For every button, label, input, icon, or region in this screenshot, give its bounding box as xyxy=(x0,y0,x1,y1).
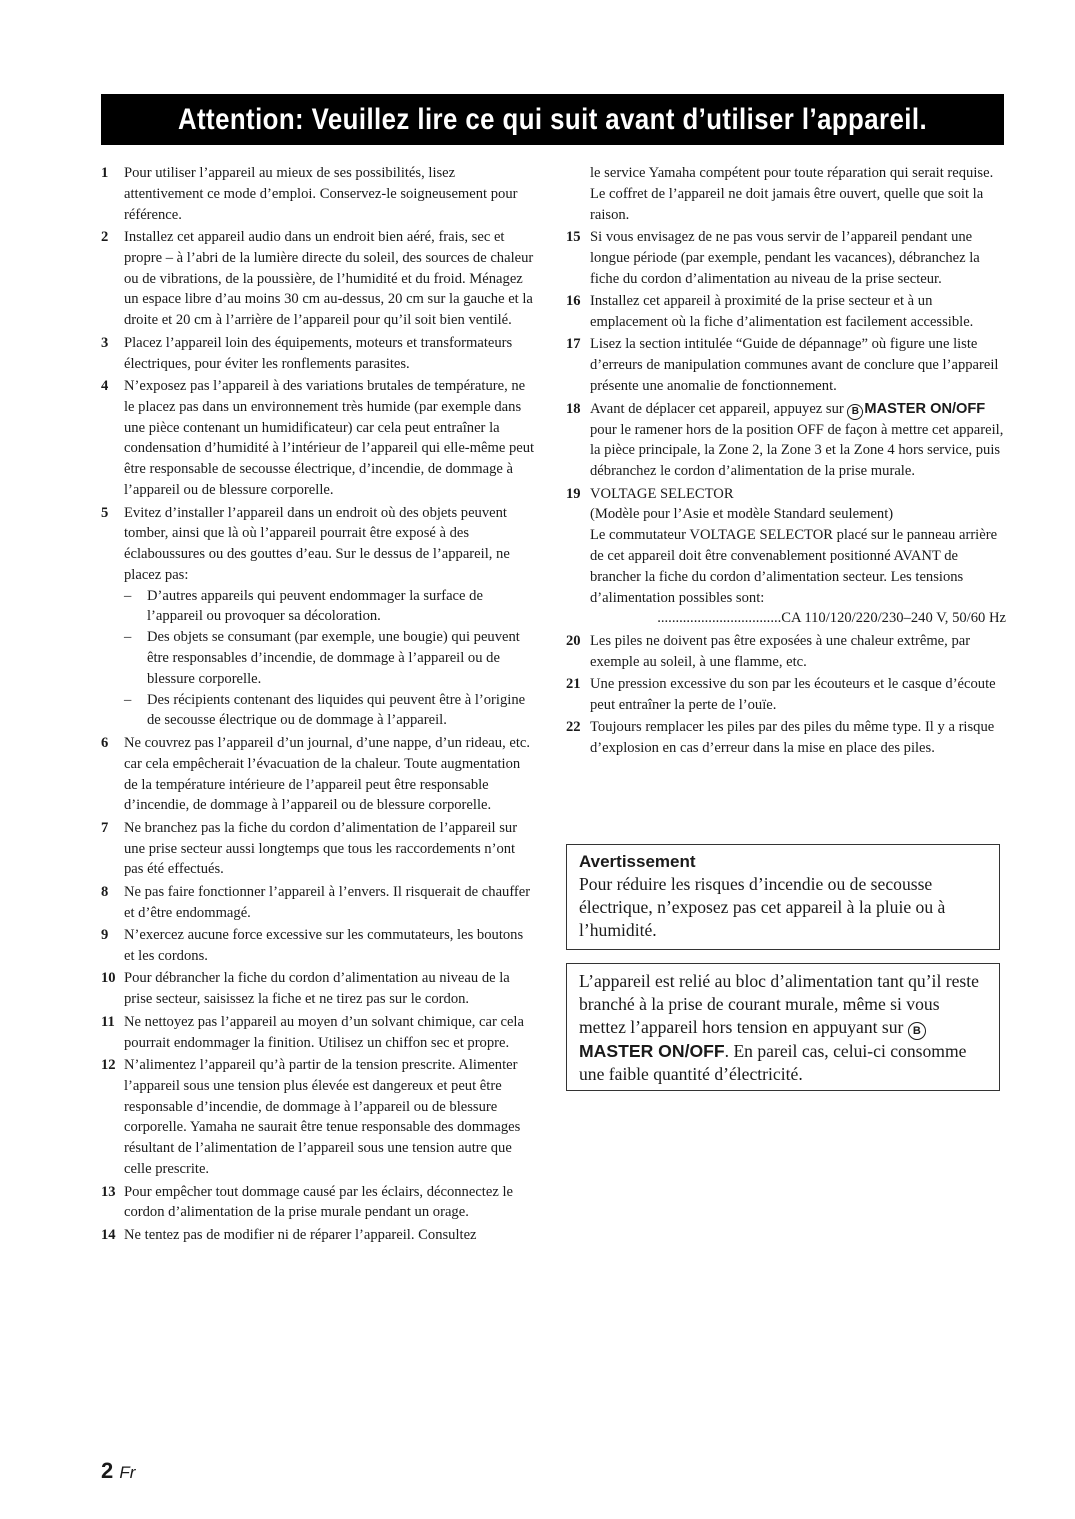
list-item xyxy=(101,1182,535,1224)
dash-list-item xyxy=(124,627,535,689)
dash-bullet: – xyxy=(124,691,132,708)
dash-list-item xyxy=(124,586,535,628)
item-number: 1 xyxy=(101,165,109,181)
list-item xyxy=(101,1055,535,1180)
power-note-box xyxy=(566,963,1000,1091)
dash-text: Des récipients contenant des liquides qui peuvent être à l’origine de secousse électrique ou de dommage à l’appareil. xyxy=(147,691,526,729)
item-number: 16 xyxy=(566,293,581,310)
list-item xyxy=(101,333,535,375)
list-item xyxy=(101,818,535,880)
item-number: 15 xyxy=(566,229,581,246)
right-column xyxy=(566,163,1006,761)
item-number: 3 xyxy=(101,334,109,351)
item-number: 19 xyxy=(566,485,581,502)
item-number: 13 xyxy=(101,1183,116,1200)
item-text: Pour empêcher tout dommage causé par les éclairs, déconnectez le cordon d’alimentation de la prise murale pendant un orage. xyxy=(124,1183,513,1221)
list-item xyxy=(101,227,535,331)
page-number: 2 xyxy=(101,1458,114,1483)
item-text: Une pression excessive du son par les écouteurs et le casque d’écoute peut entraîner la perte de l’ouïe. xyxy=(590,676,996,713)
list-item xyxy=(101,376,535,501)
dash-list-item xyxy=(124,690,535,732)
item-text: Les piles ne doivent pas être exposées à une chaleur extrême, par exemple au soleil, à une flamme, etc. xyxy=(590,632,971,670)
item-text: Ne branchez pas la fiche du cordon d’alimentation de l’appareil sur une prise secteur aussi longtemps que tous les raccordements n’ont pas été effectués. xyxy=(124,819,518,878)
item-number: 12 xyxy=(101,1057,116,1074)
list-item xyxy=(566,334,1006,396)
item-14-continuation: le service Yamaha compétent pour toute réparation qui serait requise. Le coffret de l’appareil ne doit jamais être ouvert, quelle que soit la raison. xyxy=(590,165,994,223)
list-item xyxy=(566,717,1006,759)
dash-text: Des objets se consumant (par exemple, une bougie) qui peuvent être responsables d’incendie, de dommage à l’appareil ou de blessure corporelle. xyxy=(147,629,520,687)
warning-text: Pour réduire les risques d’incendie ou de secousse électrique, n’exposez pas cet appareil à la pluie ou à l’humidité. xyxy=(579,874,946,940)
page-number-footer xyxy=(101,1458,135,1484)
item-number: 11 xyxy=(101,1013,115,1030)
circled-b-icon: B xyxy=(847,404,863,420)
item-number: 8 xyxy=(101,883,109,900)
voltage-selector-text: Le commutateur VOLTAGE SELECTOR placé sur le panneau arrière de cet appareil doit être convenablement positionné AVANT de brancher la fiche du cordon d’alimentation secteur. Les tensions d’alimentation possibles sont: xyxy=(590,527,998,606)
list-item xyxy=(566,227,1006,289)
item-text: Ne pas faire fonctionner l’appareil à l’envers. Il risquerait de chauffer et d’être endommagé. xyxy=(124,883,531,921)
page-language: Fr xyxy=(119,1463,136,1482)
circled-b-icon: B xyxy=(908,1022,926,1040)
item-number: 6 xyxy=(101,734,109,751)
list-item xyxy=(101,1225,535,1246)
list-item xyxy=(566,399,1006,482)
item-number: 21 xyxy=(566,676,581,693)
list-item xyxy=(101,503,535,732)
voltage-selector-heading: VOLTAGE SELECTOR xyxy=(590,485,734,502)
item-text-after: pour le ramener hors de la position OFF de façon à mettre cet appareil, la pièce principale, la Zone 2, la Zone 3 et la Zone 4 hors service, puis débranchez le cordon d’alimentation de la prise murale. xyxy=(590,421,1004,480)
item-text: Lisez la section intitulée “Guide de dépannage” où figure une liste d’erreurs de manipulation communes avant de conclure que l’appareil présente une anomalie de fonctionnement. xyxy=(590,336,999,395)
item-text: Pour débrancher la fiche du cordon d’alimentation au niveau de la prise secteur, saisissez la fiche et ne tirez pas sur le cordon. xyxy=(124,970,510,1008)
list-item xyxy=(566,291,1006,333)
page-title: Attention: Veuillez lire ce qui suit avant d’utiliser l’appareil. xyxy=(177,102,928,136)
item-text: Installez cet appareil audio dans un endroit bien aéré, frais, sec et propre – à l’abri de la lumière directe du soleil, des sources de chaleur ou de vibrations, de la poussière, de l’humidité et du froid. Ménagez un espace libre d’au moins 30 cm au-dessus, 20 cm sur la gauche et la droite et 20 cm à l’arrière de l’appareil pour qu’il soit bien ventilé. xyxy=(124,229,534,329)
warning-title: Avertissement xyxy=(579,852,696,871)
item-number: 18 xyxy=(566,400,581,417)
list-item xyxy=(566,674,1006,716)
dash-list xyxy=(124,586,535,732)
item-number: 2 xyxy=(101,229,109,246)
item-number: 9 xyxy=(101,927,109,944)
list-item xyxy=(101,925,535,967)
voltage-values: ..................................CA 110/120/220/230–240 V, 50/60 Hz xyxy=(657,610,1006,627)
item-text: Ne nettoyez pas l’appareil au moyen d’un solvant chimique, car cela pourrait endommager la finition. Utilisez un chiffon sec et propre. xyxy=(124,1013,524,1051)
item-text: Placez l’appareil loin des équipements, moteurs et transformateurs électriques, pour éviter les ronflements parasites. xyxy=(124,334,513,372)
voltage-selector-models: (Modèle pour l’Asie et modèle Standard seulement) xyxy=(590,506,894,523)
list-item xyxy=(566,484,1006,630)
power-note-text-before: L’appareil est relié au bloc d’alimentation tant qu’il reste branché à la prise de courant murale, même si vous mettez l’appareil hors tension en appuyant sur xyxy=(579,971,979,1037)
item-text: Ne couvrez pas l’appareil d’un journal, d’une nappe, d’un rideau, etc. car cela empêcherait l’évacuation de la chaleur. Toute augmentation de la température intérieure de l’appareil peut être responsable d’incendie, de dommage à l’appareil ou de blessure corporelle. xyxy=(124,734,531,814)
item-number: 4 xyxy=(101,378,109,395)
master-on-off-label: MASTER ON/OFF xyxy=(864,400,986,417)
item-text: N’exposez pas l’appareil à des variations brutales de température, ne le placez pas dans un environnement très humide (par exemple dans une pièce contenant un humidificateur) car cela peut entraîner la condensation d’humidité à l’intérieur de l’appareil qui elle-même peut être responsable de secousse électrique, d’incendie, de dommage à l’appareil ou de blessure corporelle. xyxy=(124,378,535,499)
item-number: 20 xyxy=(566,632,581,649)
power-note-text-after: . En pareil cas, celui-ci consomme une faible quantité d’électricité. xyxy=(579,1041,967,1084)
item-text-before: Avant de déplacer cet appareil, appuyez sur xyxy=(590,400,848,417)
item-text: Toujours remplacer les piles par des piles du même type. Il y a risque d’explosion en cas d’erreur dans la mise en place des piles. xyxy=(590,719,995,757)
dash-bullet: – xyxy=(124,587,132,604)
dash-bullet: – xyxy=(124,629,132,646)
page-title-banner xyxy=(101,94,1004,145)
warning-box xyxy=(566,844,1000,950)
item-number: 10 xyxy=(101,970,116,987)
list-item xyxy=(566,631,1006,673)
list-item xyxy=(101,163,535,225)
item-text: N’exercez aucune force excessive sur les commutateurs, les boutons et les cordons. xyxy=(124,927,524,964)
item-text: Installez cet appareil à proximité de la prise secteur et à un emplacement où la fiche d’alimentation est facilement accessible. xyxy=(590,293,974,330)
left-column xyxy=(101,163,535,1247)
item-number: 14 xyxy=(101,1226,116,1243)
item-text: Pour utiliser l’appareil au mieux de ses possibilités, lisez attentivement ce mode d’emploi. Conservez-le soigneusement pour référence. xyxy=(124,165,518,223)
item-text: Ne tentez pas de modifier ni de réparer l’appareil. Consultez xyxy=(124,1226,477,1243)
list-item xyxy=(101,968,535,1010)
list-item xyxy=(101,1012,535,1054)
item-number: 7 xyxy=(101,819,109,836)
master-on-off-label: MASTER ON/OFF xyxy=(579,1041,725,1061)
item-number: 5 xyxy=(101,504,109,521)
item-text: Evitez d’installer l’appareil dans un endroit où des objets peuvent tomber, ainsi que là où l’appareil pourrait être exposé à des éclaboussures ou des gouttes d’eau. Sur le dessus de l’appareil, ne placez pas: xyxy=(124,504,510,583)
list-item xyxy=(101,733,535,816)
item-number: 22 xyxy=(566,719,581,736)
item-number: 17 xyxy=(566,336,581,353)
dash-text: D’autres appareils qui peuvent endommager la surface de l’appareil ou provoquer sa décoloration. xyxy=(147,587,483,625)
item-text: N’alimentez l’appareil qu’à partir de la tension prescrite. Alimenter l’appareil sous une tension plus élevée est dangereux et peut être responsable d’incendie, de dommage à l’appareil ou de blessure corporelle. Yamaha ne saurait être tenue responsable des dommages résultant de l’alimentation de l’appareil sous une tension autre que celle prescrite. xyxy=(124,1057,521,1178)
list-item xyxy=(101,882,535,924)
item-text: Si vous envisagez de ne pas vous servir de l’appareil pendant une longue période (par exemple, pendant les vacances), débranchez la fiche du cordon d’alimentation au niveau de la prise secteur. xyxy=(590,229,980,287)
